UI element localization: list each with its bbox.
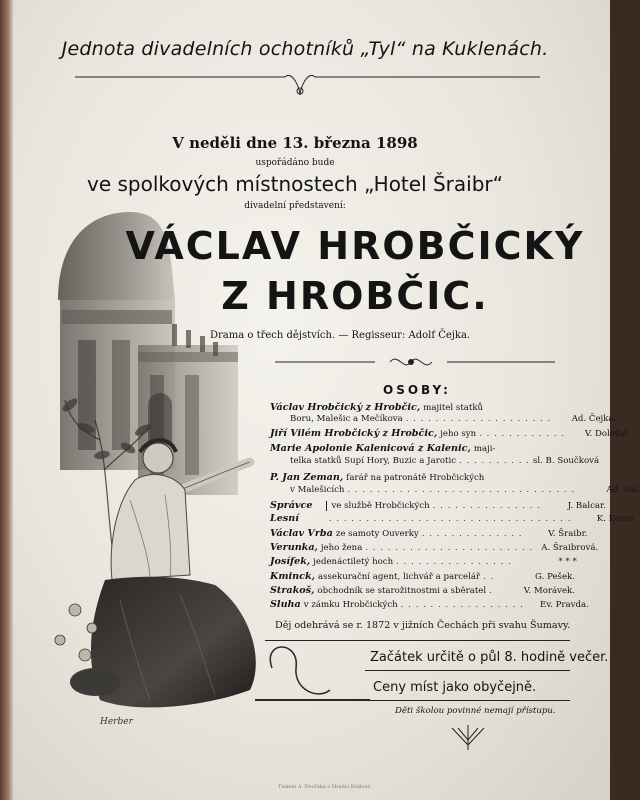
actor-name: * * * bbox=[558, 557, 577, 567]
cast-row: v Malešicích . . . . . . . . . . . . . . . . . . . . . . . . . . . . . . . Ad. Sál. bbox=[290, 485, 640, 495]
cast-row: Verunka, jeho žena . . . . . . . . . . . . . . . . . . . . . . . A. Šraibrová. bbox=[270, 542, 599, 553]
actor-name: V. Morávek. bbox=[523, 586, 575, 596]
role-name: Verunka, bbox=[270, 542, 318, 553]
figure-torso bbox=[111, 475, 190, 580]
role-name: Václav Vrba bbox=[270, 528, 333, 539]
arranged-note: uspořádáno bude bbox=[255, 158, 335, 168]
role-description: farář na patronátě Hrobčických bbox=[346, 473, 485, 483]
ticket-prices: Ceny míst jako obyčejně. bbox=[373, 680, 537, 695]
role-name: Marie Apolonie Kalenicová z Kalenic, bbox=[270, 443, 471, 454]
cast-row: Boru, Malešic a Mečíkova . . . . . . . . . . . . . . . . . . . . Ad. Čejka. bbox=[290, 414, 617, 424]
role-description: assekurační agent, lichvář a parcelář bbox=[317, 572, 481, 582]
start-time: Začátek určitě o půl 8. hodině večer. bbox=[370, 650, 609, 665]
society-heading: Jednota divadelních ochotníků „Tyl“ na Kuklenách. bbox=[61, 38, 549, 60]
role-name: Správce bbox=[270, 500, 313, 511]
rule-middle bbox=[365, 670, 570, 671]
role-description: ze samoty Ouverky bbox=[335, 529, 419, 539]
actor-name: J. Balcar. bbox=[567, 501, 606, 511]
role-name: Jiří Vilém Hrobčický z Hrobčic, bbox=[270, 428, 438, 439]
children-notice: Děti školou povinné nemají přístupu. bbox=[395, 706, 556, 716]
cast-row: Kminck, assekurační agent, lichvář a parcelář . . G. Pešek. bbox=[270, 571, 575, 582]
role-name: P. Jan Zeman, bbox=[270, 472, 344, 483]
rule-top bbox=[265, 640, 570, 641]
role-continuation: telka statků Supí Hory, Buzic a Jarotic bbox=[290, 456, 457, 466]
actor-name: V. Doležal. bbox=[584, 429, 631, 439]
theatrical-note: divadelní představení: bbox=[244, 201, 346, 211]
header-ornament bbox=[75, 75, 540, 95]
figure-head bbox=[143, 443, 173, 473]
actor-name: K. Koros. bbox=[596, 514, 637, 524]
actor-name: V. Šraibr. bbox=[548, 529, 588, 539]
cast-row bbox=[270, 472, 575, 483]
role-description: obchodník se starožitnostmi a sběratel bbox=[317, 586, 487, 596]
role-name: Kminck, bbox=[270, 571, 315, 582]
actor-name: G. Pešek. bbox=[535, 572, 575, 582]
cast-row bbox=[270, 402, 575, 413]
role-name: Lesní bbox=[270, 513, 299, 524]
role-name: Václav Hrobčický z Hrobčic, bbox=[270, 402, 421, 413]
role-description: majitel statků bbox=[423, 403, 484, 413]
role-name: Sluha bbox=[270, 599, 301, 610]
cast-heading: OSOBY: bbox=[383, 383, 451, 397]
flower-pot bbox=[70, 668, 120, 696]
actor-name: Ad. Čejka. bbox=[571, 414, 617, 424]
role-name: Josífek, bbox=[270, 556, 311, 567]
play-title-line2: Z HROBČIC. bbox=[221, 274, 489, 318]
role-description: maji- bbox=[473, 444, 496, 454]
role-description: v zámku Hrobčických bbox=[303, 600, 398, 610]
play-subtitle: Drama o třech dějstvích. — Regisseur: Adolf Čejka. bbox=[210, 330, 471, 341]
rule-bottom bbox=[365, 700, 570, 701]
actor-name: A. Šraibrová. bbox=[541, 543, 599, 553]
role-continuation: Boru, Malešic a Mečíkova bbox=[290, 414, 403, 424]
actor-name: sl. B. Součková bbox=[532, 456, 600, 466]
venue-line: ve spolkových místnostech „Hotel Šraibr“ bbox=[86, 172, 503, 196]
role-description: jeho syn bbox=[440, 429, 477, 439]
printer-imprint: Tiskem A. Dvořáka v Hradci Králové bbox=[278, 784, 371, 790]
cast-row: Jiří Vilém Hrobčický z Hrobčic, jeho syn . . . . . . . . . . . . V. Doležal. bbox=[270, 428, 631, 439]
performance-date: V neděli dne 13. března 1898 bbox=[172, 134, 418, 152]
artist-signature: Herber bbox=[100, 717, 133, 727]
actor-name: Ev. Pravda. bbox=[540, 600, 589, 610]
play-title-line1: VÁCLAV HROBČICKÝ bbox=[125, 224, 585, 268]
role-description: jeho žena bbox=[320, 543, 363, 553]
role-description: ve službě Hrobčických bbox=[326, 501, 429, 511]
cast-row: Sluha v zámku Hrobčických . . . . . . . . . . . . . . . . . Ev. Pravda. bbox=[270, 599, 589, 610]
setting-note: Děj odehrává se r. 1872 v jižních Čechách při svahu Šumavy. bbox=[275, 620, 571, 631]
role-continuation: v Malešicích bbox=[290, 485, 345, 495]
actor-name: Ad. Sál. bbox=[606, 485, 640, 495]
cast-row: telka statků Supí Hory, Buzic a Jarotic . . . . . . . . . . sl. B. Součková bbox=[290, 456, 600, 466]
cast-row: Josífek, jedenáctiletý hoch . . . . . . . . . . . . . . . . * * * bbox=[270, 556, 577, 567]
lyre bbox=[270, 647, 330, 694]
cast-row bbox=[270, 443, 575, 454]
cast-row: Lesní . . . . . . . . . . . . . . . . . . . . . . . . . . . . . . . . . K. Koros. bbox=[270, 513, 637, 524]
bottom-ornament bbox=[452, 725, 484, 750]
cast-row: Správce ve službě Hrobčických . . . . . . . . . . . . . . . J. Balcar. bbox=[270, 500, 606, 511]
role-name: Strakoš, bbox=[270, 585, 315, 596]
cast-row: Václav Vrba ze samoty Ouverky . . . . . . . . . . . . . . V. Šraibr. bbox=[270, 528, 588, 539]
cast-row: Strakoš, obchodník se starožitnostmi a sběratel . V. Morávek. bbox=[270, 585, 575, 596]
role-description: jedenáctiletý hoch bbox=[313, 557, 394, 567]
divider-ornament bbox=[275, 359, 555, 365]
